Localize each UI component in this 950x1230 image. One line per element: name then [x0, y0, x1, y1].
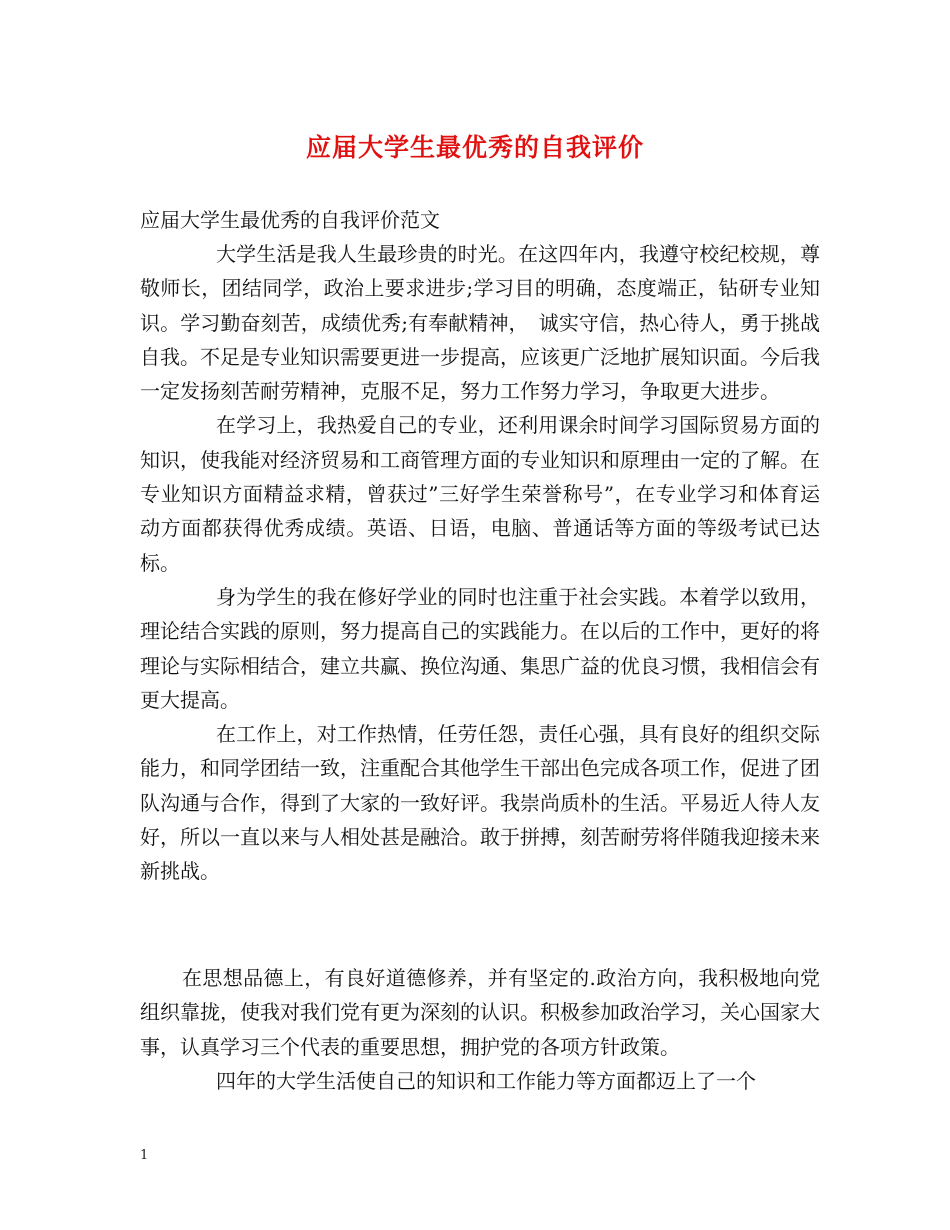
body-block-1	[140, 237, 820, 889]
body-block-2	[140, 961, 820, 1098]
paragraph-6: 四年的大学生活使自己的知识和工作能力等方面都迈上了一个	[216, 1068, 756, 1093]
document-subtitle: 应届大学生最优秀的自我评价范文	[140, 208, 440, 232]
paragraph-5: 在思想品德上，有良好道德修养，并有坚定的.政治方向，我积极地向党组织靠拢，使我对我们党有更为深刻的认识。积极参加政治学习，关心国家大事，认真学习三个代表的重要思想，拥护党的各项方针政策。	[140, 966, 820, 1059]
paragraph-1: 大学生活是我人生最珍贵的时光。在这四年内，我遵守校纪校规，尊敬师长，团结同学，政治上要求进步;学习目的明确，态度端正，钻研专业知识。学习勤奋刻苦，成绩优秀;有奉献精神， 诚实守信，热心待人，勇于挑战自我。不足是专业知识需要更进一步提高，应该更广泛地扩展知识面。今后我一定发扬刻苦耐劳精神，克服不足，努力工作努力学习，争取更大进步。	[140, 242, 820, 404]
document-title: 应届大学生最优秀的自我评价	[305, 133, 644, 162]
paragraph-2: 在学习上，我热爱自己的专业，还利用课余时间学习国际贸易方面的知识，使我能对经济贸易和工商管理方面的专业知识和原理由一定的了解。在专业知识方面精益求精，曾获过”三好学生荣誉称号”，在专业学习和体育运动方面都获得优秀成绩。英语、日语，电脑、普通话等方面的等级考试已达标。	[140, 413, 820, 575]
paragraph-4: 在工作上，对工作热情，任劳任怨，责任心强，具有良好的组织交际能力，和同学团结一致，注重配合其他学生干部出色完成各项工作，促进了团队沟通与合作，得到了大家的一致好评。我崇尚质朴的生活。平易近人待人友好，所以一直以来与人相处甚是融洽。敢于拼搏，刻苦耐劳将伴随我迎接未来新挑战。	[140, 722, 820, 884]
paragraph-3: 身为学生的我在修好学业的同时也注重于社会实践。本着学以致用，理论结合实践的原则，努力提高自己的实践能力。在以后的工作中，更好的将理论与实际相结合，建立共赢、换位沟通、集思广益的优良习惯，我相信会有更大提高。	[140, 584, 820, 712]
page-number: 1	[140, 1148, 149, 1163]
